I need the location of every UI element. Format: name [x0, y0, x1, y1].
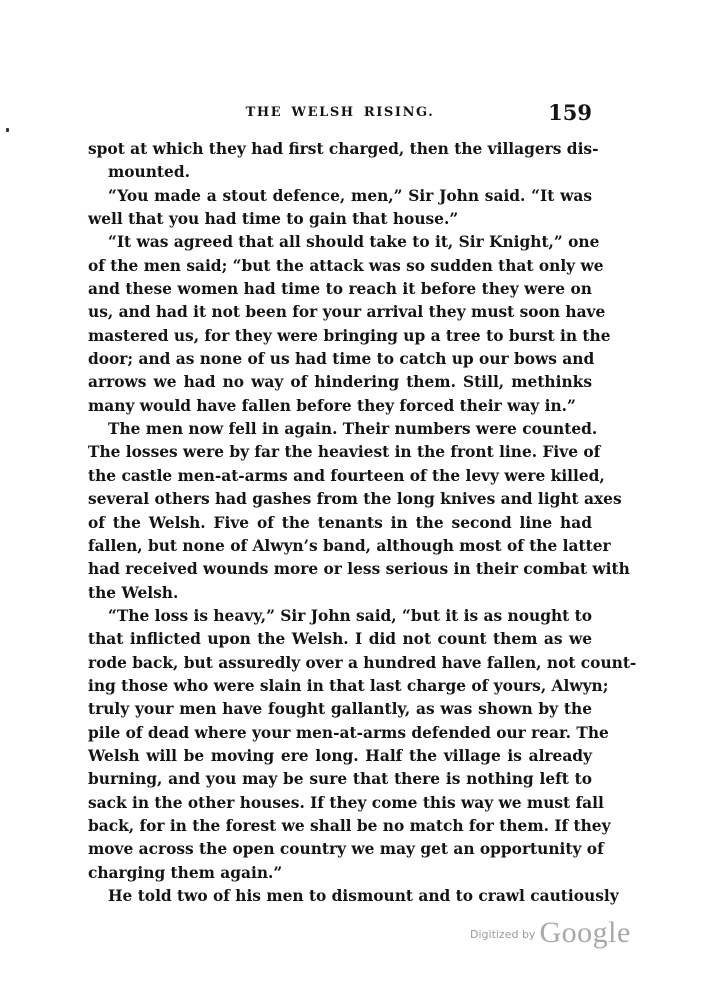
text-line: us, and had it not been for your arrival they must soon have — [88, 303, 606, 322]
text-line: He told two of his men to dismount and to crawl cautiously — [108, 887, 619, 905]
text-line: spot at which they had first charged, then the villagers dis- — [88, 140, 599, 158]
text-line: fallen, but none of Alwyn’s band, although most of the latter — [88, 536, 611, 555]
text-line: arrows we had no way of hindering them. Still, methinks — [88, 373, 592, 392]
body-text — [88, 138, 637, 908]
text-line: of the Welsh. Five of the tenants in the second line had — [88, 513, 592, 532]
text-line: Welsh will be moving ere long. Half the village is already — [88, 746, 592, 765]
text-line: had received wounds more or less serious in their combat with — [88, 560, 630, 579]
text-line: pile of dead where your men-at-arms defended our rear. The — [88, 723, 609, 742]
text-line: many would have fallen before they forced their way in.” — [88, 396, 576, 415]
margin-speck — [6, 128, 9, 132]
text-line: of the men said; “but the attack was so sudden that only we — [88, 256, 604, 275]
text-line: the Welsh. — [88, 583, 179, 602]
text-line: sack in the other houses. If they come this way we must fall — [88, 793, 604, 812]
text-line: The men now fell in again. Their numbers were counted. — [108, 420, 598, 439]
running-title: THE WELSH RISING. — [245, 105, 435, 120]
text-line: mounted. — [108, 163, 190, 182]
google-logo: Google — [539, 916, 631, 949]
text-line: well that you had time to gain that house.” — [88, 210, 459, 229]
text-line: rode back, but assuredly over a hundred have fallen, not count- — [88, 653, 637, 672]
text-line: several others had gashes from the long knives and light axes — [88, 490, 622, 509]
text-line: move across the open country we may get an opportunity of — [88, 840, 604, 859]
text-line: ing those who were slain in that last charge of yours, Alwyn; — [88, 676, 609, 695]
digitized-by-google-watermark — [470, 916, 631, 950]
text-line: The losses were by far the heaviest in the front line. Five of — [88, 443, 601, 462]
text-line: the castle men-at-arms and fourteen of the levy were killed, — [88, 466, 605, 485]
text-line: that inflicted upon the Welsh. I did not count them as we — [88, 630, 592, 649]
watermark-prefix: Digitized by — [470, 928, 536, 941]
text-line: back, for in the forest we shall be no match for them. If they — [88, 816, 611, 835]
text-line: truly your men have fought gallantly, as was shown by the — [88, 700, 592, 719]
text-line: “The loss is heavy,” Sir John said, “but it is as nought to — [108, 606, 592, 625]
text-line: door; and as none of us had time to catch up our bows and — [88, 350, 595, 369]
page-header — [88, 100, 592, 129]
text-line: charging them again.” — [88, 863, 283, 882]
text-line: mastered us, for they were bringing up a tree to burst in the — [88, 326, 611, 345]
text-line: “You made a stout defence, men,” Sir John said. “It was — [108, 186, 592, 205]
text-line: and these women had time to reach it before they were on — [88, 280, 592, 299]
text-line: burning, and you may be sure that there is nothing left to — [88, 770, 592, 789]
page-number: 159 — [548, 100, 592, 125]
text-line: “It was agreed that all should take to it, Sir Knight,” one — [108, 233, 600, 252]
